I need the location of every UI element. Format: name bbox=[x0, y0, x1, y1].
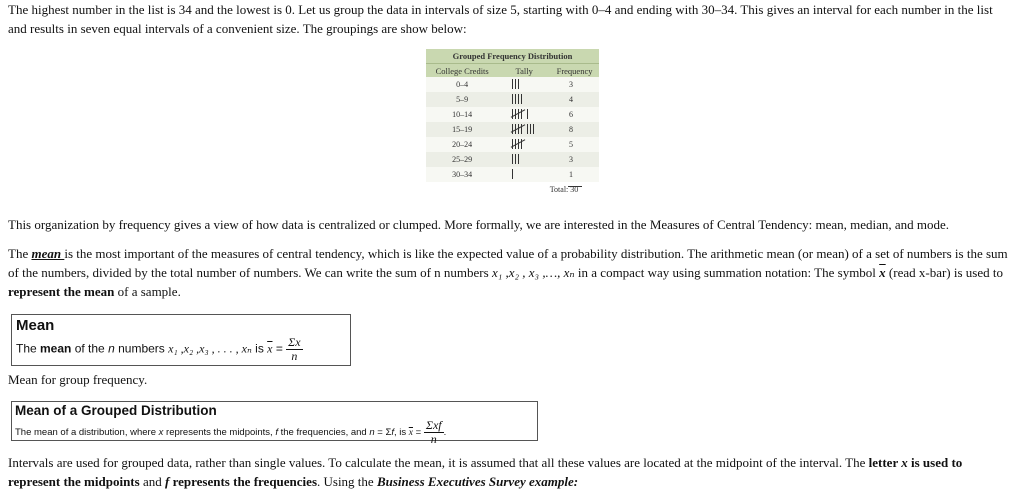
mean-formula-box bbox=[11, 314, 351, 366]
text: . Using the bbox=[317, 474, 377, 489]
text: and bbox=[139, 474, 165, 489]
header-frequency: Frequency bbox=[550, 64, 599, 78]
tally-marks bbox=[512, 168, 515, 179]
bold-text: mean bbox=[40, 341, 72, 356]
text: in a compact way using summation notation: The symbol bbox=[574, 265, 880, 280]
table-row bbox=[426, 107, 599, 122]
table-caption: Grouped Frequency Distribution bbox=[426, 49, 599, 64]
xbar-symbol: $\overline{x}$ bbox=[267, 341, 273, 356]
organization-paragraph: This organization by frequency gives a view of how data is centralized or clumped. More formally, we are interested in the Measures of Central Tendency: mean, median, and mode. bbox=[8, 217, 950, 232]
text: the frequencies, and bbox=[277, 427, 370, 439]
tally-cell bbox=[498, 122, 550, 137]
tally-stroke bbox=[530, 124, 531, 134]
grouped-mean-formula-box bbox=[11, 401, 538, 446]
mean-definition-paragraph bbox=[8, 244, 1014, 301]
credits-cell: 20–24 bbox=[426, 137, 498, 152]
tally-stroke bbox=[512, 169, 513, 179]
midpoints-paragraph bbox=[8, 453, 1014, 491]
tally-cell bbox=[498, 107, 550, 122]
table-row bbox=[426, 137, 599, 152]
xbar-symbol: $\overline{x}$ bbox=[879, 265, 886, 280]
variable-list: x₁ ,x₂ , x₃ ,…, xₙ bbox=[491, 265, 575, 280]
f-symbol: f bbox=[164, 474, 170, 489]
frequency-cell: 8 bbox=[550, 122, 599, 137]
fraction-numerator: Σxf bbox=[425, 418, 442, 432]
text: of a sample. bbox=[114, 284, 181, 299]
xbar-symbol: $\overline{x}$ bbox=[408, 428, 413, 439]
tally-stroke bbox=[518, 94, 519, 104]
tally-marks bbox=[512, 78, 521, 89]
frequency-cell: 3 bbox=[550, 152, 599, 167]
table-row bbox=[426, 77, 599, 92]
tally-stroke bbox=[512, 139, 513, 149]
tally-stroke bbox=[527, 124, 528, 134]
text: The bbox=[16, 341, 41, 356]
n-symbol: n bbox=[108, 341, 115, 356]
intro-paragraph: The highest number in the list is 34 and the lowest is 0. Let us group the data in intervals of size 5, starting with 0–4 and ending with 30–34. This gives an interval for each number in the list and results in seven equal intervals of a convenient size. The groupings are show below: bbox=[8, 2, 993, 36]
text: of the bbox=[71, 341, 109, 356]
tally-marks bbox=[512, 138, 527, 149]
grouped-mean-fraction bbox=[424, 419, 444, 446]
equals-sign: = bbox=[413, 427, 424, 439]
text: Intervals are used for grouped data, rather than single values. To calculate the mean, it is assumed that all these values are located at the midpoint of the interval. The bbox=[8, 455, 869, 470]
tally-stroke bbox=[518, 154, 519, 164]
credits-cell: 30–34 bbox=[426, 167, 498, 182]
tally-stroke bbox=[512, 79, 513, 89]
group-frequency-label: Mean for group frequency. bbox=[8, 372, 148, 387]
bold-text: represents the frequencies bbox=[169, 474, 317, 489]
x-symbol: x bbox=[901, 455, 908, 470]
x-symbol: x bbox=[158, 427, 164, 439]
bold-text: represent the mean bbox=[8, 284, 115, 299]
f-symbol: f bbox=[275, 427, 278, 439]
tally-stroke bbox=[533, 124, 534, 134]
credits-cell: 0–4 bbox=[426, 77, 498, 92]
text: represents the midpoints, bbox=[163, 427, 276, 439]
period: . bbox=[443, 427, 447, 439]
header-tally: Tally bbox=[498, 64, 550, 78]
tally-cell bbox=[498, 92, 550, 107]
tally-marks bbox=[512, 123, 536, 134]
text: (read x-bar) is used to bbox=[885, 265, 1003, 280]
frequency-cell: 4 bbox=[550, 92, 599, 107]
text: , is bbox=[394, 427, 409, 439]
variable-list: x₁ ,x₂ ,x₃ , . . . , xₙ bbox=[168, 341, 252, 356]
tally-stroke bbox=[515, 154, 516, 164]
bold-italic-text: Business Executives Survey example: bbox=[376, 474, 579, 489]
text: = Σ bbox=[374, 427, 392, 439]
tally-group-of-five bbox=[512, 109, 524, 119]
frequency-cell: 5 bbox=[550, 137, 599, 152]
grouped-frequency-table bbox=[426, 49, 599, 204]
grouped-box-body bbox=[15, 419, 446, 446]
tally-stroke bbox=[512, 94, 513, 104]
tally-stroke bbox=[512, 109, 513, 119]
tally-stroke bbox=[527, 109, 528, 119]
frequency-cell: 1 bbox=[550, 167, 599, 182]
text: is bbox=[251, 341, 268, 356]
equals-sign: = bbox=[272, 341, 287, 356]
tally-stroke bbox=[512, 154, 513, 164]
credits-cell: 5–9 bbox=[426, 92, 498, 107]
table-total: Total: 30 bbox=[549, 185, 579, 194]
text: is the most important of the measures of central tendency, which is like the expected value of a probability distribution. The arithmetic mean (or mean) of a set of numbers is the sum of the numbers, divided by the total number of numbers. We can write the sum of n numbers bbox=[8, 246, 1008, 280]
tally-group-of-five bbox=[512, 124, 524, 134]
text: The bbox=[8, 246, 32, 261]
fraction-denominator: n bbox=[291, 349, 298, 363]
table-row bbox=[426, 92, 599, 107]
tally-stroke bbox=[512, 124, 513, 134]
tally-stroke bbox=[515, 79, 516, 89]
text: numbers bbox=[114, 341, 169, 356]
tally-group-of-five bbox=[512, 139, 524, 149]
mean-box-body bbox=[16, 336, 303, 363]
tally-marks bbox=[512, 93, 524, 104]
frequency-cell: 6 bbox=[550, 107, 599, 122]
frequency-cell: 3 bbox=[550, 77, 599, 92]
tally-cell bbox=[498, 137, 550, 152]
mean-link[interactable]: mean bbox=[31, 246, 65, 261]
grouped-box-title: Mean of a Grouped Distribution bbox=[15, 403, 217, 418]
credits-cell: 25–29 bbox=[426, 152, 498, 167]
f-symbol: f bbox=[391, 427, 394, 439]
mean-box-title: Mean bbox=[16, 317, 55, 334]
table-row bbox=[426, 122, 599, 137]
table-row bbox=[426, 167, 599, 182]
tally-marks bbox=[512, 108, 530, 119]
tally-marks bbox=[512, 153, 521, 164]
bold-text: letter bbox=[868, 455, 902, 470]
fraction-denominator: n bbox=[430, 432, 437, 446]
table-row bbox=[426, 152, 599, 167]
n-symbol: n bbox=[369, 427, 375, 439]
tally-stroke bbox=[521, 94, 522, 104]
tally-stroke bbox=[518, 79, 519, 89]
text: The mean of a distribution, where bbox=[15, 427, 159, 439]
bold-text: is used to represent the midpoints bbox=[8, 455, 963, 489]
tally-cell bbox=[498, 152, 550, 167]
tally-cell bbox=[498, 167, 550, 182]
tally-stroke bbox=[515, 94, 516, 104]
credits-cell: 15–19 bbox=[426, 122, 498, 137]
tally-cell bbox=[498, 77, 550, 92]
header-college-credits: College Credits bbox=[426, 64, 498, 78]
mean-fraction bbox=[286, 336, 302, 363]
credits-cell: 10–14 bbox=[426, 107, 498, 122]
fraction-numerator: Σx bbox=[288, 335, 301, 349]
